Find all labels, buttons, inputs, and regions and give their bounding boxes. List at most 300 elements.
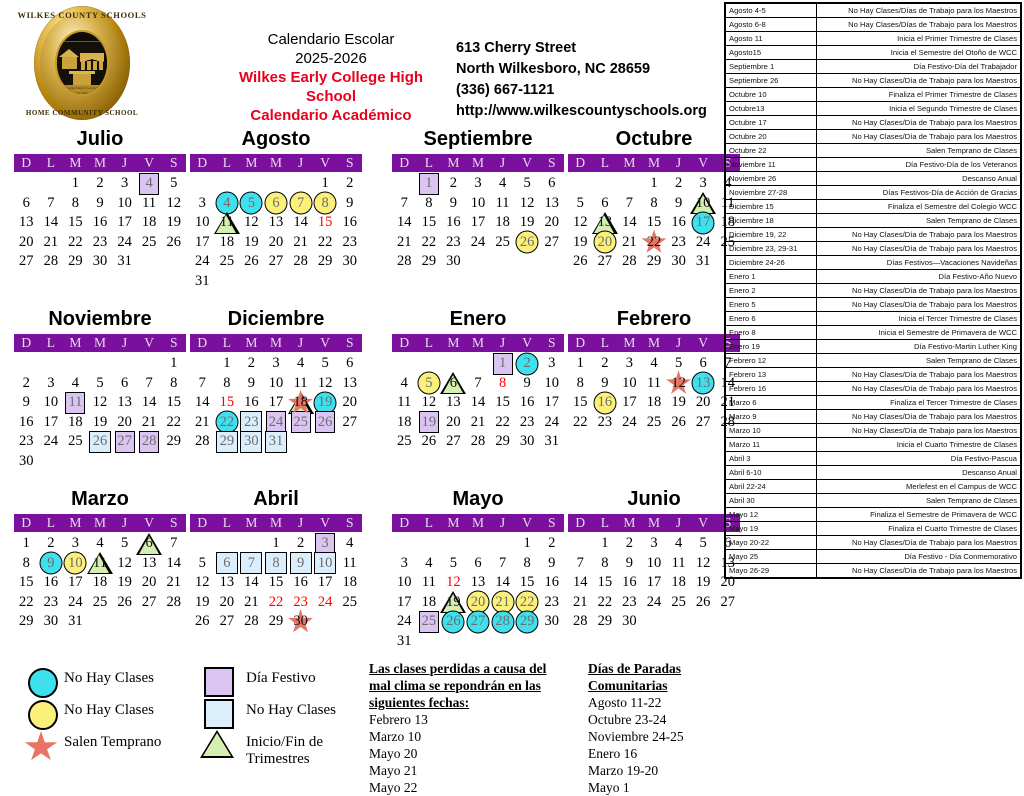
day-cell[interactable] xyxy=(539,593,564,613)
day-cell[interactable] xyxy=(88,174,113,194)
day-cell[interactable] xyxy=(417,554,442,574)
day-cell[interactable] xyxy=(215,213,240,233)
day-cell[interactable] xyxy=(112,432,137,452)
day-cell[interactable] xyxy=(642,573,667,593)
day-cell[interactable] xyxy=(539,213,564,233)
day-cell[interactable] xyxy=(593,612,618,632)
day-cell[interactable] xyxy=(190,573,215,593)
day-cell[interactable] xyxy=(593,534,618,554)
day-cell[interactable] xyxy=(215,593,240,613)
day-cell[interactable] xyxy=(239,252,264,272)
day-cell[interactable] xyxy=(88,554,113,574)
day-cell[interactable] xyxy=(112,593,137,613)
day-cell[interactable] xyxy=(288,252,313,272)
day-cell[interactable] xyxy=(39,534,64,554)
day-cell[interactable] xyxy=(190,432,215,452)
day-cell[interactable] xyxy=(642,554,667,574)
day-cell[interactable] xyxy=(593,393,618,413)
day-cell[interactable] xyxy=(239,593,264,613)
day-cell[interactable] xyxy=(288,194,313,214)
day-cell[interactable] xyxy=(642,174,667,194)
day-cell[interactable] xyxy=(239,393,264,413)
day-cell[interactable] xyxy=(441,554,466,574)
day-cell[interactable] xyxy=(417,432,442,452)
day-cell[interactable] xyxy=(313,593,338,613)
day-cell[interactable] xyxy=(288,554,313,574)
day-cell[interactable] xyxy=(617,374,642,394)
day-cell[interactable] xyxy=(642,593,667,613)
day-cell[interactable] xyxy=(137,194,162,214)
day-cell[interactable] xyxy=(490,194,515,214)
day-cell[interactable] xyxy=(239,354,264,374)
day-cell[interactable] xyxy=(63,233,88,253)
day-cell[interactable] xyxy=(539,393,564,413)
day-cell[interactable] xyxy=(417,174,442,194)
day-cell[interactable] xyxy=(215,233,240,253)
day-cell[interactable] xyxy=(39,432,64,452)
day-cell[interactable] xyxy=(441,194,466,214)
day-cell[interactable] xyxy=(417,413,442,433)
day-cell[interactable] xyxy=(14,194,39,214)
day-cell[interactable] xyxy=(441,573,466,593)
day-cell[interactable] xyxy=(593,573,618,593)
day-cell[interactable] xyxy=(288,593,313,613)
day-cell[interactable] xyxy=(539,174,564,194)
day-cell[interactable] xyxy=(466,374,491,394)
day-cell[interactable] xyxy=(215,354,240,374)
day-cell[interactable] xyxy=(288,573,313,593)
day-cell[interactable] xyxy=(63,554,88,574)
day-cell[interactable] xyxy=(161,432,186,452)
day-cell[interactable] xyxy=(392,374,417,394)
day-cell[interactable] xyxy=(337,593,362,613)
day-cell[interactable] xyxy=(63,393,88,413)
day-cell[interactable] xyxy=(490,213,515,233)
day-cell[interactable] xyxy=(39,213,64,233)
day-cell[interactable] xyxy=(190,272,215,292)
day-cell[interactable] xyxy=(617,252,642,272)
day-cell[interactable] xyxy=(190,374,215,394)
day-cell[interactable] xyxy=(515,573,540,593)
day-cell[interactable] xyxy=(288,413,313,433)
day-cell[interactable] xyxy=(417,593,442,613)
day-cell[interactable] xyxy=(441,252,466,272)
day-cell[interactable] xyxy=(190,413,215,433)
day-cell[interactable] xyxy=(63,252,88,272)
day-cell[interactable] xyxy=(264,432,289,452)
day-cell[interactable] xyxy=(313,413,338,433)
day-cell[interactable] xyxy=(666,354,691,374)
day-cell[interactable] xyxy=(14,452,39,472)
day-cell[interactable] xyxy=(417,573,442,593)
address-website[interactable]: http://www.wilkescountyschools.org xyxy=(456,103,707,119)
day-cell[interactable] xyxy=(215,374,240,394)
day-cell[interactable] xyxy=(417,374,442,394)
day-cell[interactable] xyxy=(39,573,64,593)
day-cell[interactable] xyxy=(14,393,39,413)
day-cell[interactable] xyxy=(313,174,338,194)
day-cell[interactable] xyxy=(39,612,64,632)
day-cell[interactable] xyxy=(264,612,289,632)
day-cell[interactable] xyxy=(466,213,491,233)
day-cell[interactable] xyxy=(539,612,564,632)
day-cell[interactable] xyxy=(239,413,264,433)
day-cell[interactable] xyxy=(190,593,215,613)
day-cell[interactable] xyxy=(88,393,113,413)
day-cell[interactable] xyxy=(593,194,618,214)
day-cell[interactable] xyxy=(441,593,466,613)
day-cell[interactable] xyxy=(642,194,667,214)
day-cell[interactable] xyxy=(539,374,564,394)
day-cell[interactable] xyxy=(161,374,186,394)
day-cell[interactable] xyxy=(568,573,593,593)
day-cell[interactable] xyxy=(691,573,716,593)
day-cell[interactable] xyxy=(264,194,289,214)
day-cell[interactable] xyxy=(490,374,515,394)
day-cell[interactable] xyxy=(88,233,113,253)
day-cell[interactable] xyxy=(490,554,515,574)
day-cell[interactable] xyxy=(691,534,716,554)
day-cell[interactable] xyxy=(239,612,264,632)
day-cell[interactable] xyxy=(161,534,186,554)
day-cell[interactable] xyxy=(288,534,313,554)
day-cell[interactable] xyxy=(264,252,289,272)
day-cell[interactable] xyxy=(490,413,515,433)
day-cell[interactable] xyxy=(112,213,137,233)
day-cell[interactable] xyxy=(441,612,466,632)
day-cell[interactable] xyxy=(617,413,642,433)
day-cell[interactable] xyxy=(666,393,691,413)
day-cell[interactable] xyxy=(515,213,540,233)
day-cell[interactable] xyxy=(642,393,667,413)
day-cell[interactable] xyxy=(490,432,515,452)
day-cell[interactable] xyxy=(161,554,186,574)
day-cell[interactable] xyxy=(264,573,289,593)
day-cell[interactable] xyxy=(14,233,39,253)
day-cell[interactable] xyxy=(215,413,240,433)
day-cell[interactable] xyxy=(88,593,113,613)
day-cell[interactable] xyxy=(568,233,593,253)
day-cell[interactable] xyxy=(137,593,162,613)
day-cell[interactable] xyxy=(239,233,264,253)
day-cell[interactable] xyxy=(392,213,417,233)
day-cell[interactable] xyxy=(161,194,186,214)
day-cell[interactable] xyxy=(161,174,186,194)
day-cell[interactable] xyxy=(691,194,716,214)
day-cell[interactable] xyxy=(666,593,691,613)
day-cell[interactable] xyxy=(313,233,338,253)
day-cell[interactable] xyxy=(392,573,417,593)
day-cell[interactable] xyxy=(215,573,240,593)
day-cell[interactable] xyxy=(112,194,137,214)
day-cell[interactable] xyxy=(617,354,642,374)
day-cell[interactable] xyxy=(642,413,667,433)
day-cell[interactable] xyxy=(88,213,113,233)
day-cell[interactable] xyxy=(137,413,162,433)
day-cell[interactable] xyxy=(568,413,593,433)
day-cell[interactable] xyxy=(539,233,564,253)
day-cell[interactable] xyxy=(666,413,691,433)
day-cell[interactable] xyxy=(137,393,162,413)
day-cell[interactable] xyxy=(112,554,137,574)
day-cell[interactable] xyxy=(466,432,491,452)
day-cell[interactable] xyxy=(441,393,466,413)
day-cell[interactable] xyxy=(666,233,691,253)
day-cell[interactable] xyxy=(137,573,162,593)
day-cell[interactable] xyxy=(14,554,39,574)
day-cell[interactable] xyxy=(264,593,289,613)
day-cell[interactable] xyxy=(288,233,313,253)
day-cell[interactable] xyxy=(392,194,417,214)
day-cell[interactable] xyxy=(691,393,716,413)
day-cell[interactable] xyxy=(691,374,716,394)
day-cell[interactable] xyxy=(568,593,593,613)
day-cell[interactable] xyxy=(264,354,289,374)
day-cell[interactable] xyxy=(593,593,618,613)
day-cell[interactable] xyxy=(593,354,618,374)
day-cell[interactable] xyxy=(137,554,162,574)
day-cell[interactable] xyxy=(617,593,642,613)
day-cell[interactable] xyxy=(539,354,564,374)
day-cell[interactable] xyxy=(539,534,564,554)
day-cell[interactable] xyxy=(337,573,362,593)
day-cell[interactable] xyxy=(39,593,64,613)
day-cell[interactable] xyxy=(137,213,162,233)
day-cell[interactable] xyxy=(392,554,417,574)
day-cell[interactable] xyxy=(417,213,442,233)
day-cell[interactable] xyxy=(313,573,338,593)
day-cell[interactable] xyxy=(161,593,186,613)
day-cell[interactable] xyxy=(137,432,162,452)
day-cell[interactable] xyxy=(568,374,593,394)
day-cell[interactable] xyxy=(466,393,491,413)
day-cell[interactable] xyxy=(568,612,593,632)
day-cell[interactable] xyxy=(14,593,39,613)
day-cell[interactable] xyxy=(466,174,491,194)
day-cell[interactable] xyxy=(239,213,264,233)
day-cell[interactable] xyxy=(466,194,491,214)
day-cell[interactable] xyxy=(392,413,417,433)
day-cell[interactable] xyxy=(14,413,39,433)
day-cell[interactable] xyxy=(515,174,540,194)
day-cell[interactable] xyxy=(88,252,113,272)
day-cell[interactable] xyxy=(417,252,442,272)
day-cell[interactable] xyxy=(14,573,39,593)
day-cell[interactable] xyxy=(63,174,88,194)
day-cell[interactable] xyxy=(490,393,515,413)
day-cell[interactable] xyxy=(515,354,540,374)
day-cell[interactable] xyxy=(264,374,289,394)
day-cell[interactable] xyxy=(490,233,515,253)
day-cell[interactable] xyxy=(691,233,716,253)
day-cell[interactable] xyxy=(392,233,417,253)
day-cell[interactable] xyxy=(515,432,540,452)
day-cell[interactable] xyxy=(39,393,64,413)
day-cell[interactable] xyxy=(392,593,417,613)
day-cell[interactable] xyxy=(466,612,491,632)
day-cell[interactable] xyxy=(539,413,564,433)
day-cell[interactable] xyxy=(337,233,362,253)
day-cell[interactable] xyxy=(666,374,691,394)
day-cell[interactable] xyxy=(190,393,215,413)
day-cell[interactable] xyxy=(490,593,515,613)
day-cell[interactable] xyxy=(593,554,618,574)
day-cell[interactable] xyxy=(691,554,716,574)
day-cell[interactable] xyxy=(392,252,417,272)
day-cell[interactable] xyxy=(190,233,215,253)
day-cell[interactable] xyxy=(215,554,240,574)
day-cell[interactable] xyxy=(441,413,466,433)
day-cell[interactable] xyxy=(490,354,515,374)
day-cell[interactable] xyxy=(88,413,113,433)
day-cell[interactable] xyxy=(137,174,162,194)
day-cell[interactable] xyxy=(39,374,64,394)
day-cell[interactable] xyxy=(39,554,64,574)
day-cell[interactable] xyxy=(617,573,642,593)
day-cell[interactable] xyxy=(288,354,313,374)
day-cell[interactable] xyxy=(490,573,515,593)
day-cell[interactable] xyxy=(617,534,642,554)
day-cell[interactable] xyxy=(666,174,691,194)
day-cell[interactable] xyxy=(515,393,540,413)
day-cell[interactable] xyxy=(63,534,88,554)
day-cell[interactable] xyxy=(466,593,491,613)
day-cell[interactable] xyxy=(568,393,593,413)
day-cell[interactable] xyxy=(14,374,39,394)
day-cell[interactable] xyxy=(288,374,313,394)
day-cell[interactable] xyxy=(288,393,313,413)
day-cell[interactable] xyxy=(642,534,667,554)
day-cell[interactable] xyxy=(417,393,442,413)
day-cell[interactable] xyxy=(39,413,64,433)
day-cell[interactable] xyxy=(288,213,313,233)
day-cell[interactable] xyxy=(161,413,186,433)
day-cell[interactable] xyxy=(568,252,593,272)
day-cell[interactable] xyxy=(112,534,137,554)
day-cell[interactable] xyxy=(313,393,338,413)
day-cell[interactable] xyxy=(337,534,362,554)
day-cell[interactable] xyxy=(88,194,113,214)
day-cell[interactable] xyxy=(288,612,313,632)
day-cell[interactable] xyxy=(264,554,289,574)
day-cell[interactable] xyxy=(568,554,593,574)
day-cell[interactable] xyxy=(417,194,442,214)
day-cell[interactable] xyxy=(239,194,264,214)
day-cell[interactable] xyxy=(337,413,362,433)
day-cell[interactable] xyxy=(691,354,716,374)
day-cell[interactable] xyxy=(392,632,417,652)
day-cell[interactable] xyxy=(642,252,667,272)
day-cell[interactable] xyxy=(441,174,466,194)
day-cell[interactable] xyxy=(515,233,540,253)
day-cell[interactable] xyxy=(239,374,264,394)
day-cell[interactable] xyxy=(161,393,186,413)
day-cell[interactable] xyxy=(642,233,667,253)
day-cell[interactable] xyxy=(515,194,540,214)
day-cell[interactable] xyxy=(112,573,137,593)
day-cell[interactable] xyxy=(515,374,540,394)
day-cell[interactable] xyxy=(88,374,113,394)
day-cell[interactable] xyxy=(490,174,515,194)
day-cell[interactable] xyxy=(691,174,716,194)
day-cell[interactable] xyxy=(337,374,362,394)
day-cell[interactable] xyxy=(264,233,289,253)
day-cell[interactable] xyxy=(392,393,417,413)
day-cell[interactable] xyxy=(666,554,691,574)
day-cell[interactable] xyxy=(441,233,466,253)
day-cell[interactable] xyxy=(617,393,642,413)
day-cell[interactable] xyxy=(215,194,240,214)
day-cell[interactable] xyxy=(642,374,667,394)
day-cell[interactable] xyxy=(337,252,362,272)
day-cell[interactable] xyxy=(39,252,64,272)
day-cell[interactable] xyxy=(539,573,564,593)
day-cell[interactable] xyxy=(14,612,39,632)
day-cell[interactable] xyxy=(666,534,691,554)
day-cell[interactable] xyxy=(14,252,39,272)
day-cell[interactable] xyxy=(63,194,88,214)
day-cell[interactable] xyxy=(39,194,64,214)
day-cell[interactable] xyxy=(515,534,540,554)
day-cell[interactable] xyxy=(313,374,338,394)
day-cell[interactable] xyxy=(239,432,264,452)
day-cell[interactable] xyxy=(515,593,540,613)
day-cell[interactable] xyxy=(112,374,137,394)
day-cell[interactable] xyxy=(112,252,137,272)
day-cell[interactable] xyxy=(215,612,240,632)
day-cell[interactable] xyxy=(642,354,667,374)
day-cell[interactable] xyxy=(337,174,362,194)
day-cell[interactable] xyxy=(39,233,64,253)
day-cell[interactable] xyxy=(137,534,162,554)
day-cell[interactable] xyxy=(466,413,491,433)
day-cell[interactable] xyxy=(264,534,289,554)
day-cell[interactable] xyxy=(161,573,186,593)
day-cell[interactable] xyxy=(593,213,618,233)
day-cell[interactable] xyxy=(337,194,362,214)
day-cell[interactable] xyxy=(691,213,716,233)
day-cell[interactable] xyxy=(239,573,264,593)
day-cell[interactable] xyxy=(215,252,240,272)
day-cell[interactable] xyxy=(264,393,289,413)
day-cell[interactable] xyxy=(593,413,618,433)
day-cell[interactable] xyxy=(666,194,691,214)
day-cell[interactable] xyxy=(63,432,88,452)
day-cell[interactable] xyxy=(313,554,338,574)
day-cell[interactable] xyxy=(715,593,740,613)
day-cell[interactable] xyxy=(313,354,338,374)
day-cell[interactable] xyxy=(161,213,186,233)
day-cell[interactable] xyxy=(161,354,186,374)
day-cell[interactable] xyxy=(137,374,162,394)
day-cell[interactable] xyxy=(88,534,113,554)
day-cell[interactable] xyxy=(568,194,593,214)
day-cell[interactable] xyxy=(63,413,88,433)
day-cell[interactable] xyxy=(63,213,88,233)
day-cell[interactable] xyxy=(490,612,515,632)
day-cell[interactable] xyxy=(417,233,442,253)
day-cell[interactable] xyxy=(112,233,137,253)
day-cell[interactable] xyxy=(539,194,564,214)
day-cell[interactable] xyxy=(313,252,338,272)
day-cell[interactable] xyxy=(190,194,215,214)
day-cell[interactable] xyxy=(642,213,667,233)
day-cell[interactable] xyxy=(666,252,691,272)
day-cell[interactable] xyxy=(691,593,716,613)
day-cell[interactable] xyxy=(515,612,540,632)
day-cell[interactable] xyxy=(617,194,642,214)
day-cell[interactable] xyxy=(392,612,417,632)
